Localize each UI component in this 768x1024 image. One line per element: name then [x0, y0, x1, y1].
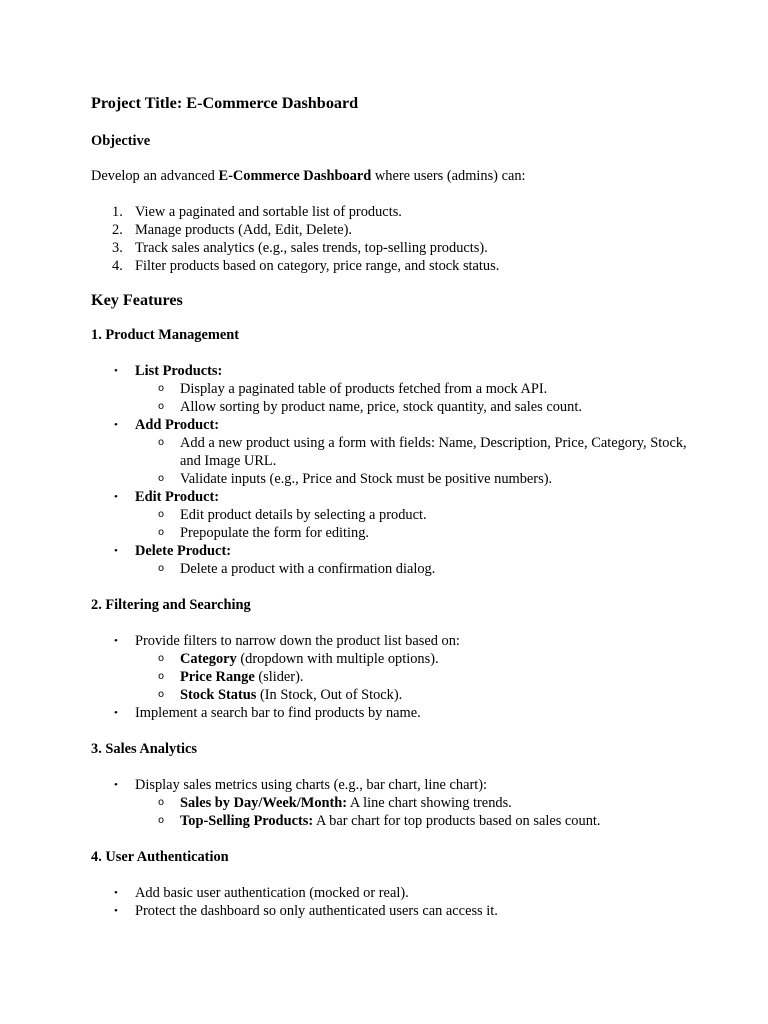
bullet-icon: • [114, 905, 118, 917]
list-products-sublist [135, 380, 691, 416]
objective-item-number: 4. [112, 258, 123, 274]
objective-item [91, 203, 691, 221]
sub-item-text: Validate inputs (e.g., Price and Stock must be positive numbers). [180, 471, 553, 487]
sub-item-text: Delete a product with a confirmation dialog. [180, 561, 436, 577]
filter-sublist [135, 650, 691, 704]
sub-item-text: Prepopulate the form for editing. [180, 525, 370, 541]
objective-item-number: 2. [112, 222, 123, 238]
add-product-sublist [135, 434, 691, 488]
list-item-text: Add basic user authentication (mocked or real). [135, 885, 409, 901]
sales-sublist [135, 794, 691, 830]
objective-heading: Objective [91, 133, 151, 149]
sub-item [135, 524, 691, 542]
sub-item-text: Allow sorting by product name, price, stock quantity, and sales count. [180, 399, 582, 415]
sub-item [135, 812, 691, 830]
sub-item-text: Add a new product using a form with fields: Name, Description, Price, Category, Stock, and Image URL. [180, 435, 687, 469]
sub-item-text: (slider). [254, 669, 304, 685]
sales-analytics-list [91, 776, 691, 830]
sub-bullet-icon: o [158, 815, 165, 826]
delete-product-label: Delete Product: [135, 543, 232, 559]
sub-item [135, 506, 691, 524]
project-title: Project Title: E-Commerce Dashboard [91, 94, 359, 112]
objective-item [91, 257, 691, 275]
edit-product-sublist [135, 506, 691, 542]
objective-item-number: 1. [112, 204, 123, 220]
sub-bullet-icon: o [158, 527, 165, 538]
objective-item-text: Manage products (Add, Edit, Delete). [135, 222, 352, 238]
sub-item [135, 470, 691, 488]
sub-bullet-icon: o [158, 473, 165, 484]
objective-list [91, 203, 691, 275]
sub-bullet-icon: o [158, 689, 165, 700]
sub-item [135, 560, 691, 578]
delete-product-sublist [135, 560, 691, 578]
sub-bullet-icon: o [158, 383, 165, 394]
bullet-icon: • [114, 779, 118, 791]
product-management-heading: 1. Product Management [91, 327, 240, 343]
user-auth-list [91, 884, 691, 920]
sub-item-bold: Price Range [180, 669, 255, 685]
edit-product-label: Edit Product: [135, 489, 220, 505]
add-product-label: Add Product: [135, 417, 220, 433]
sub-item-bold: Stock Status [180, 687, 257, 703]
intro-text-bold: E-Commerce Dashboard [218, 168, 372, 184]
filtering-list [91, 632, 691, 722]
sub-item [135, 668, 691, 686]
sub-item-text: Display a paginated table of products fetched from a mock API. [180, 381, 548, 397]
add-product-item [91, 416, 691, 488]
list-item-text: Protect the dashboard so only authenticated users can access it. [135, 903, 498, 919]
bullet-icon: • [114, 545, 118, 557]
bullet-icon: • [114, 419, 118, 431]
sub-item-text: Edit product details by selecting a product. [180, 507, 427, 523]
objective-item-text: View a paginated and sortable list of products. [135, 204, 402, 220]
sub-item-bold: Category [180, 651, 237, 667]
objective-item-text: Filter products based on category, price range, and stock status. [135, 258, 500, 274]
list-item [91, 632, 691, 704]
sub-item [135, 398, 691, 416]
sub-item-text: (dropdown with multiple options). [236, 651, 439, 667]
list-item [91, 704, 691, 722]
objective-item-text: Track sales analytics (e.g., sales trends, top-selling products). [135, 240, 488, 256]
sub-item-bold: Sales by Day/Week/Month: [180, 795, 348, 811]
objective-item [91, 221, 691, 239]
document-page [91, 93, 691, 938]
sub-bullet-icon: o [158, 563, 165, 574]
sub-bullet-icon: o [158, 401, 165, 412]
sub-bullet-icon: o [158, 653, 165, 664]
delete-product-item [91, 542, 691, 578]
objective-item-number: 3. [112, 240, 123, 256]
product-management-list [91, 362, 691, 578]
list-products-item [91, 362, 691, 416]
sub-item [135, 434, 691, 470]
list-products-label: List Products: [135, 363, 223, 379]
sales-analytics-heading: 3. Sales Analytics [91, 741, 197, 757]
sub-item [135, 686, 691, 704]
intro-text-after: where users (admins) can: [371, 168, 526, 184]
sub-bullet-icon: o [158, 671, 165, 682]
sub-item [135, 380, 691, 398]
list-item-text: Implement a search bar to find products by name. [135, 705, 421, 721]
sub-bullet-icon: o [158, 797, 165, 808]
bullet-icon: • [114, 887, 118, 899]
sub-item-text: A bar chart for top products based on sales count. [313, 813, 601, 829]
bullet-icon: • [114, 365, 118, 377]
edit-product-item [91, 488, 691, 542]
sub-bullet-icon: o [158, 509, 165, 520]
sub-item [135, 794, 691, 812]
sub-bullet-icon: o [158, 437, 165, 448]
list-item-text: Display sales metrics using charts (e.g., bar chart, line chart): [135, 777, 488, 793]
key-features-heading: Key Features [91, 291, 183, 309]
list-item [91, 902, 691, 920]
user-auth-heading: 4. User Authentication [91, 849, 229, 865]
list-item-text: Provide filters to narrow down the product list based on: [135, 633, 460, 649]
filtering-heading: 2. Filtering and Searching [91, 597, 251, 613]
sub-item-text: (In Stock, Out of Stock). [256, 687, 403, 703]
bullet-icon: • [114, 635, 118, 647]
sub-item-bold: Top-Selling Products: [180, 813, 314, 829]
list-item [91, 884, 691, 902]
objective-item [91, 239, 691, 257]
intro-text-before: Develop an advanced [91, 168, 219, 184]
objective-intro [91, 167, 691, 185]
sub-item [135, 650, 691, 668]
bullet-icon: • [114, 707, 118, 719]
list-item [91, 776, 691, 830]
sub-item-text: A line chart showing trends. [347, 795, 512, 811]
bullet-icon: • [114, 491, 118, 503]
